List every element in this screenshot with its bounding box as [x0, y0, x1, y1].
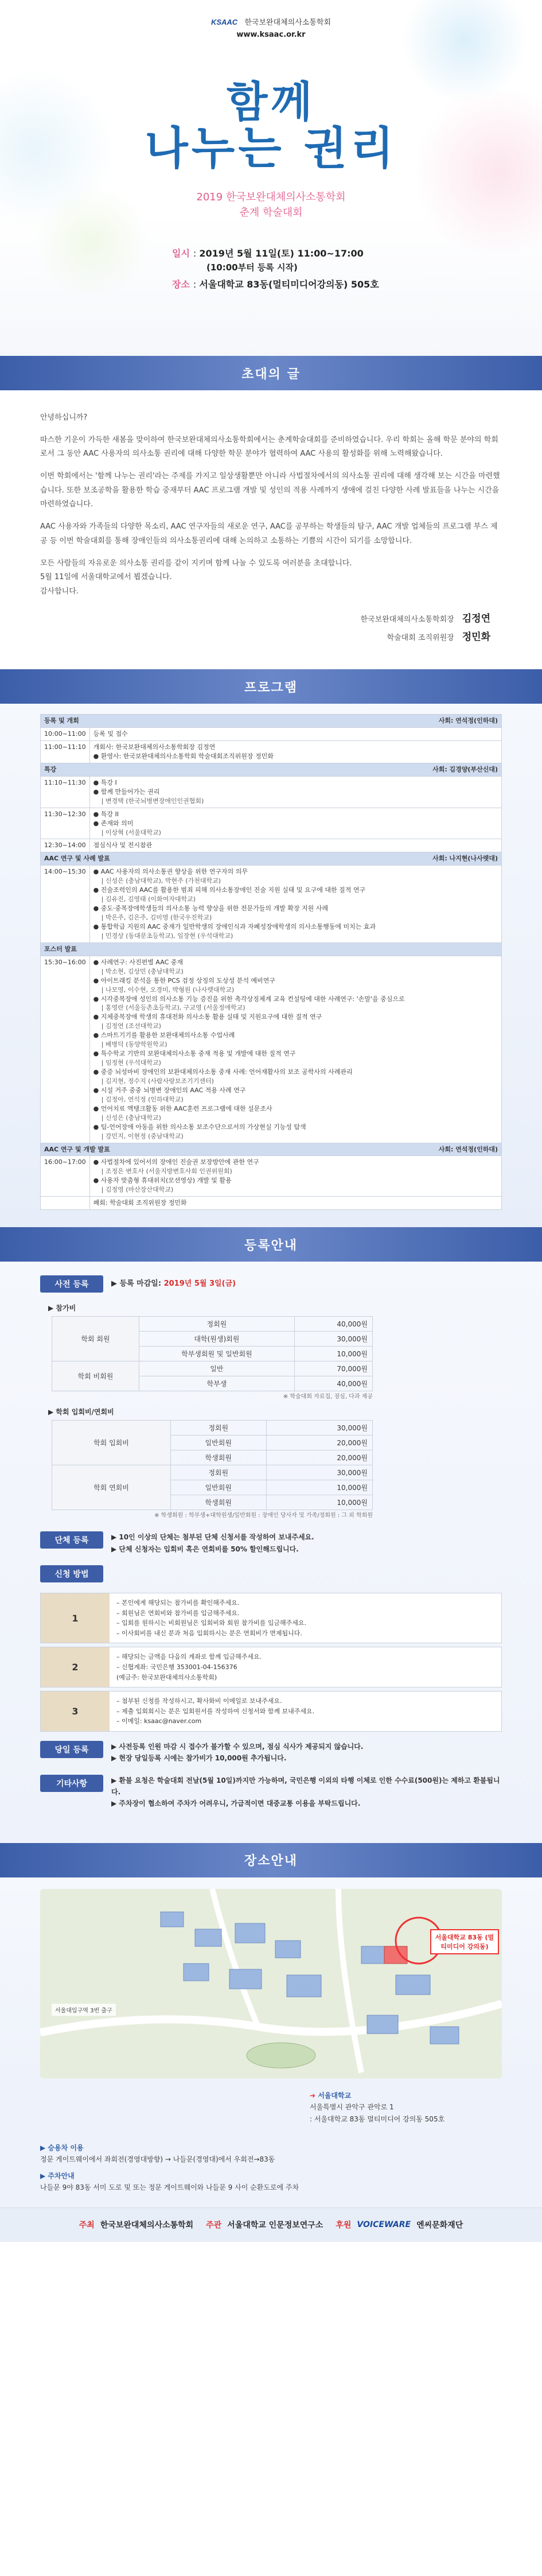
- sponsor-voiceware: VOICEWARE: [357, 2220, 411, 2230]
- fee-amount: 30,000원: [266, 1465, 373, 1480]
- deadline: [111, 1275, 502, 1293]
- brand-header: [0, 16, 542, 39]
- event-title: [0, 77, 542, 174]
- program-content: [89, 808, 501, 839]
- method-step: [40, 1593, 502, 1643]
- place-label: 장소: [172, 279, 190, 290]
- program-presenter: | 신성은 (충남대학교): [101, 1114, 161, 1122]
- program-item: ● 특수학교 기반의 보완대체의사소통 중재 적용 및 개발에 대한 질적 연구: [93, 1050, 296, 1058]
- onsite-body: [103, 1741, 502, 1764]
- group-line: ▶ 10인 이상의 단체는 첨부된 단체 신청서를 작성하여 보내주세요.: [111, 1533, 314, 1542]
- fee-heading: ▶ 참가비: [48, 1304, 76, 1313]
- title-line-1: 함께: [227, 77, 315, 127]
- program-content: [89, 728, 501, 741]
- registration-section: [0, 1262, 542, 1843]
- program-content: [89, 776, 501, 808]
- program-presenter: | 김정영 (마산장산대학교): [101, 1186, 174, 1194]
- fee-amount: 30,000원: [294, 1332, 372, 1347]
- group-line: ▶ 단체 신청자는 입회비 혹은 연회비를 50% 할인해드립니다.: [111, 1545, 299, 1553]
- program-presenter: | 홍영란 (서울등촌초등학교), 구교영 (서울정애학교): [101, 1004, 245, 1012]
- fee-type: 정회원: [170, 1465, 266, 1480]
- program-row: [41, 1197, 502, 1210]
- program-row: [41, 866, 502, 943]
- etc: [40, 1775, 502, 1810]
- program-section-cell: [41, 942, 502, 956]
- step-line: – 회원님은 연회비와 참가비를 입금해주세요.: [116, 1609, 240, 1617]
- program-content: [89, 1156, 501, 1197]
- step-text: [110, 1692, 321, 1731]
- date-row: 일시 : 2019년 5월 11일(토) 11:00~17:00 (10:00부터 등록 시작): [172, 247, 379, 274]
- method-step: [40, 1691, 502, 1732]
- subtitle-line-2: 춘계 학술대회: [239, 207, 303, 219]
- greeting-paragraph: 5월 11일에 서울대학교에서 뵙겠습니다.: [40, 573, 172, 582]
- program-presenter: | 김지현, 정수지 (사람사랑보조기기센터): [101, 1077, 214, 1085]
- signer-role: 한국보완대체의사소통학회장: [360, 615, 454, 624]
- program-content: [89, 1197, 501, 1210]
- greeting-paragraph: 안녕하십니까?: [40, 413, 88, 422]
- program-table: [40, 714, 502, 1210]
- program-section-row: [41, 852, 502, 866]
- campus-map[interactable]: [40, 1889, 502, 2078]
- date-sub: (10:00부터 등록 시작): [206, 262, 298, 273]
- fee-type: 정회원: [139, 1317, 294, 1332]
- program-section-title: 포스터 발표: [44, 945, 77, 953]
- program-time: 11:30~12:30: [41, 808, 90, 839]
- map-marker-label: 서울대학교 83동 (멀티미디어 강의동): [430, 1929, 499, 1954]
- greeting-paragraph: 이번 학회에서는 '함께 나누는 권리'라는 주제를 가지고 일상생활뿐만 아니라 사법절차에서의 의사소통 권리에 대해 생각해 보는 시간을 마련했습니다. 또한 보조공학을 활용한 학습 중재부터 AAC 프로그램 개발 및 성인의 적용 사례까지 생애에 걸친 다양한 사례 발표들을 나누는 시간을 마련하였습니다.: [40, 472, 500, 509]
- program-item: ● 함께 만들어가는 권리: [93, 787, 160, 796]
- onsite-registration: [40, 1741, 502, 1764]
- step-line: – 제출 입회회시는 분은 입회원서를 작성하여 신청서와 함께 보내주세요.: [116, 1707, 315, 1715]
- footer: [0, 2208, 542, 2242]
- program-row: [41, 1156, 502, 1197]
- fee-amount: 20,000원: [266, 1436, 373, 1450]
- step-line: – 신협계좌: 국민은행 353001-04-156376: [116, 1663, 237, 1671]
- event-subtitle: [0, 189, 542, 220]
- signer-role: 학술대회 조직위원장: [387, 633, 454, 642]
- program-section-title: AAC 연구 및 개발 발표: [44, 1145, 110, 1153]
- transit-text: 정문 게이트웨이에서 좌회전(경영대방향) → 나들문(경영대)에서 우회전→83동: [40, 2155, 275, 2164]
- program-time: 14:00~15:30: [41, 866, 90, 943]
- fee-amount: 20,000원: [266, 1450, 373, 1465]
- step-number: 1: [41, 1593, 110, 1643]
- program-presenter: | 강민지, 이현정 (중남대학교): [101, 1132, 184, 1140]
- program-item: ● 중도·중복장애학생들의 의사소통 능력 향상을 위한 전문가들의 개발 확장 지원 사례: [93, 905, 328, 913]
- fee-amount: 10,000원: [266, 1495, 373, 1510]
- group-registration-label: 단체 등록: [40, 1531, 103, 1549]
- etc-body: [103, 1775, 502, 1810]
- group-registration-body: [103, 1531, 502, 1555]
- program-chair: 사회: 나지현(나사렛대): [432, 855, 498, 863]
- fee-amount: 40,000원: [294, 1376, 372, 1391]
- program-presenter: | 김정연 (조선대학교): [101, 1022, 161, 1030]
- address-title: ➜ 서울대학교: [310, 2091, 352, 2100]
- onsite-label: 당일 등록: [40, 1741, 103, 1758]
- program-item: ● 사법절차에 있어서의 장애인 진술권 보장방안에 관한 연구: [93, 1158, 259, 1166]
- fee-type: 학부생: [139, 1376, 294, 1391]
- fee-group: 학회 입회비: [52, 1421, 171, 1465]
- program-content: [89, 741, 501, 763]
- method-steps: [40, 1593, 502, 1732]
- fee-type: 대학(원생)회원: [139, 1332, 294, 1347]
- map-note: 서울대입구역 3번 출구: [52, 2004, 116, 2016]
- program-item: 폐회: 학술대회 조직위원장 정민화: [93, 1199, 187, 1207]
- program-content: [89, 956, 501, 1143]
- program-presenter: | 변경택 (한국뇌병변장애인인권협회): [101, 797, 204, 805]
- program-section-title: 등록 및 개회: [44, 717, 79, 725]
- program-row: [41, 776, 502, 808]
- pre-registration: [40, 1275, 502, 1293]
- event-info: [172, 247, 379, 292]
- program-section-row: [41, 942, 502, 956]
- etc-label: 기타사항: [40, 1775, 103, 1792]
- program-item: 개회사: 한국보완대체의사소통학회장 김정연: [93, 743, 216, 751]
- program-chair: 사회: 연석정(인하대): [438, 1145, 498, 1153]
- program-time: 11:00~11:10: [41, 741, 90, 763]
- parking-text: 나들문 9야 83동 서미 도로 및 또는 정문 게이트웨이와 나들문 9 사이 순환도로에 주차: [40, 2183, 299, 2192]
- fee-amount: 10,000원: [266, 1480, 373, 1495]
- ksaac-logo: KSAAC: [210, 18, 238, 26]
- fee-row: [52, 1361, 373, 1376]
- program-item: ● 스마트기기를 활용한 보완대체의사소통 수업사례: [93, 1031, 235, 1039]
- fee-type: 일반회원: [170, 1436, 266, 1450]
- address-line: 서울특별시 관악구 관악로 1: [310, 2103, 394, 2112]
- program-item: ● AAC 사용자의 의사소통권 향상을 위한 연구자의 의무: [93, 868, 248, 876]
- program-item: ● 존재와 의미: [93, 819, 134, 827]
- fee-type: 일반: [139, 1361, 294, 1376]
- pre-registration-body: [103, 1275, 502, 1293]
- greeting-paragraph: AAC 사용자와 가족들의 다양한 목소리, AAC 연구자들의 새로운 연구, AAC를 공부하는 학생들의 탐구, AAC 개발 업체들의 프로그램 부스 제공 등 이번 학술대회를 통해 장애인들의 의사소통권리에 대해 논의하고 소통하는 기쁨의 시간이 되기를 소망합니다.: [40, 522, 498, 545]
- parking-title: ▶ 주차안내: [40, 2171, 75, 2180]
- fee-type: 학부생회원 및 일반회원: [139, 1347, 294, 1361]
- fee-amount: 10,000원: [294, 1347, 372, 1361]
- location-heading: 장소안내: [0, 1843, 542, 1877]
- fee2-note: ※ 학생회원 : 학부생+대학원생/일반회원 : 장애인 당사자 및 가족/정회원 : 그 외 학회원: [154, 1512, 373, 1519]
- program-item: ● 지체중복장애 학생의 휴대전화 의사소통 활용 실태 및 지원요구에 대한 질적 연구: [93, 1013, 322, 1021]
- step-number: 2: [41, 1647, 110, 1687]
- fee-type: 학생회원: [170, 1450, 266, 1465]
- subtitle-line-1: 2019 한국보완대체의사소통학회: [196, 191, 346, 203]
- program-section-title: AAC 연구 및 사례 발표: [44, 855, 110, 863]
- program-section-cell: [41, 715, 502, 728]
- step-line: – 본인에게 해당되는 참가비를 확인해주세요.: [116, 1599, 240, 1607]
- signer-name: 정민화: [462, 631, 490, 643]
- method: [40, 1565, 502, 1582]
- program-item: ● 특강 I: [93, 778, 117, 786]
- address: [0, 2084, 542, 2136]
- map-svg: [40, 1889, 502, 2078]
- website-url[interactable]: www.ksaac.or.kr: [236, 30, 306, 39]
- program-item: ● 통합학급 지원의 AAC 중재가 일반학생의 장애인식과 자폐성장애학생의 의사소통행동에 미치는 효과: [93, 922, 376, 930]
- greeting-paragraph: 감사합니다.: [40, 587, 79, 596]
- program-section-row: [41, 715, 502, 728]
- program-section-cell: [41, 852, 502, 866]
- step-number: 3: [41, 1692, 110, 1731]
- location-section: [0, 1877, 542, 2084]
- program-item: ● 아이트래킹 분석을 통한 PCS 검정 상징의 도상성 분석 예비연구: [93, 976, 276, 984]
- fee-group: 학회 비회원: [52, 1361, 139, 1391]
- step-line: – 해당되는 금액을 다음의 계좌로 함께 입금해주세요.: [116, 1653, 262, 1661]
- program-item: ● 환영사: 한국보완대체의사소통학회 학술대회조직위원장 정민화: [93, 752, 274, 760]
- program-time: 11:10~11:30: [41, 776, 90, 808]
- step-text: [110, 1647, 268, 1687]
- hero: [0, 0, 542, 356]
- address-title-text: 서울대학교: [318, 2091, 352, 2100]
- program-presenter: | 나모영, 이수현, 오경미, 박형원 (나사렛대학교): [101, 986, 235, 994]
- organizer-name: 서울대학교 인문정보연구소: [227, 2221, 323, 2230]
- organizer-label: 주관: [206, 2221, 222, 2230]
- program-time: 10:00~11:00: [41, 728, 90, 741]
- host-label: 주최: [79, 2221, 95, 2230]
- program-time: 16:00~17:00: [41, 1156, 90, 1197]
- method-label: 신청 방법: [40, 1565, 103, 1582]
- etc-line: ▶ 환불 요청은 학술대회 전날(5월 10일)까지만 가능하며, 국민은행 이외의 타행 이체로 인한 수수료(500원)는 제하고 환불됩니다.: [111, 1776, 500, 1797]
- parking-title-text: 주차안내: [48, 2171, 75, 2180]
- signature-2: [40, 628, 490, 646]
- greeting-section: [0, 390, 542, 669]
- program-item: ● 진술조력인의 AAC를 활용한 범죄 피해 의사소통장애인 진술 지원 실태 및 요구에 대한 질적 연구: [93, 886, 366, 894]
- program-row: [41, 839, 502, 852]
- program-presenter: | 민경상 (동대문초등학교), 임장현 (우석대학교): [101, 932, 233, 940]
- fee-amount: 30,000원: [266, 1421, 373, 1436]
- fee-group: 학회 회원: [52, 1317, 139, 1361]
- fee-group: 학회 연회비: [52, 1465, 171, 1510]
- program-time: [41, 1197, 90, 1210]
- program-presenter: | 이상혁 (서울대학교): [101, 828, 161, 836]
- place-value: 서울대학교 83동(멀티미디어강의동) 505호: [199, 279, 379, 290]
- program-item: ● 시설 거주 중중 뇌병변 장애인의 AAC 적용 사례 연구: [93, 1086, 246, 1094]
- program-time: 15:30~16:00: [41, 956, 90, 1143]
- address-line: : 서울대학교 83동 멀티미디어 강의동 505호: [310, 2115, 445, 2123]
- greeting-paragraph: 모든 사람들의 자유로운 의사소통 권리를 같이 지키며 함께 나눌 수 있도록 여러분을 초대합니다.: [40, 558, 352, 568]
- deadline-prefix: ▶ 등록 마감일:: [111, 1279, 162, 1289]
- program-presenter: | 박은주, 김은주, 김미영 (한국우진학교): [101, 914, 212, 922]
- date-label: 일시: [172, 248, 190, 259]
- registration-heading: 등록안내: [0, 1227, 542, 1262]
- program-section-row: [41, 763, 502, 776]
- program-section-cell: [41, 1143, 502, 1156]
- sponsor-label: 후원: [336, 2221, 352, 2230]
- transit-title-text: 승용차 이용: [48, 2144, 84, 2152]
- program-heading: 프로그램: [0, 669, 542, 704]
- program-section-row: [41, 1143, 502, 1156]
- fee-type: 일반회원: [170, 1480, 266, 1495]
- step-line: – 첨부된 신청를 작성하시고, 확사화비 이메일로 보내주세요.: [116, 1697, 282, 1705]
- fee-table: [52, 1316, 373, 1391]
- program-section-cell: [41, 763, 502, 776]
- program-item: ● 사용자 맞춤형 휴대위치(모션영상) 개발 및 활용: [93, 1177, 232, 1185]
- fee2-heading: ▶ 학회 입회비/연회비: [48, 1408, 114, 1417]
- fee-row: [52, 1421, 373, 1436]
- place-row: 장소 : 서울대학교 83동(멀티미디어강의동) 505호: [172, 279, 379, 290]
- signatures: [40, 610, 502, 647]
- pre-registration-label: 사전 등록: [40, 1275, 103, 1293]
- program-item: ● 사례연구: 사진편별 AAC 중재: [93, 958, 184, 966]
- host-name: 한국보완대체의사소통학회: [100, 2221, 194, 2230]
- membership-fee-table: [52, 1420, 373, 1510]
- onsite-line: ▶ 현장 당일등록 시에는 참가비가 10,000원 추가됩니다.: [111, 1754, 287, 1763]
- program-row: [41, 728, 502, 741]
- program-presenter: | 신성은 (충남대학교), 박현주 (가천대학교): [101, 877, 221, 885]
- signature-1: [40, 610, 490, 628]
- fee-amount: 40,000원: [294, 1317, 372, 1332]
- program-chair: 사회: 김경양(부산신대): [432, 765, 498, 773]
- org-name: 한국보완대체의사소통학회: [244, 18, 332, 27]
- program-section-title: 특강: [44, 765, 57, 773]
- program-presenter: | 조정은 변호사 (서울지방변호사회 인권위원회): [101, 1167, 232, 1176]
- greeting-paragraph: 따스한 기운이 가득한 새봄을 맞이하여 한국보완대체의사소통학회에서는 춘계학술대회를 준비하였습니다. 우리 학회는 올해 학문 분야의 학회로서 그 동안 AAC 사용자의 의사소통 권리에 대해 다양한 학문 분야가 협력하여 AAC 사용의 활성화를 위해 노력해왔습니다.: [40, 435, 498, 459]
- program-presenter: | 김정아, 연석정 (인하대학교): [101, 1095, 184, 1103]
- program-section: [0, 704, 542, 1227]
- fee-row: [52, 1317, 373, 1332]
- program-presenter: | 김유진, 김영태 (이화여자대학교): [101, 895, 196, 903]
- fee-type: 정회원: [170, 1421, 266, 1436]
- signer-name: 김정연: [462, 612, 490, 624]
- date-value: 2019년 5월 11일(토) 11:00~17:00: [199, 248, 364, 259]
- step-text: [110, 1593, 313, 1643]
- program-content: [89, 839, 501, 852]
- program-item: 등록 및 접수: [93, 730, 128, 738]
- program-item: ● 팀-언어장애 아동을 위한 의사소통 보조수단으로서의 가상현실 기능성 탐색: [93, 1123, 306, 1131]
- program-time: 12:30~14:00: [41, 839, 90, 852]
- step-line: – 이메일: ksaac@naver.com: [116, 1717, 202, 1725]
- fee-amount: 70,000원: [294, 1361, 372, 1376]
- transit-title: ▶ 승용차 이용: [40, 2144, 84, 2152]
- program-chair: 사회: 연석정(인하대): [438, 717, 498, 725]
- fee-note: ※ 학술대회 자료집, 점심, 다과 제공: [283, 1394, 373, 1400]
- group-registration: [40, 1531, 502, 1555]
- program-item: 점심식사 및 전시참관: [93, 841, 153, 849]
- greeting-heading: 초대의 글: [0, 356, 542, 390]
- program-presenter: | 배병덕 (동양학원학교): [101, 1041, 167, 1049]
- program-row: [41, 808, 502, 839]
- program-presenter: | 박소현, 김상민 (충남대학교): [101, 967, 184, 975]
- program-row: [41, 741, 502, 763]
- program-row: [41, 956, 502, 1143]
- program-presenter: | 임정현 (우석대학교): [101, 1059, 161, 1067]
- etc-line: ▶ 주차장이 협소하여 주차가 어려우니, 가급적이면 대중교통 이용을 부탁드립니다.: [111, 1799, 361, 1808]
- fee-type: 학생회원: [170, 1495, 266, 1510]
- step-line: (예금주: 한국보완대체의사소통학회): [116, 1673, 217, 1681]
- program-item: ● 언어치료 액탱크활동 위한 AAC훈련 프로그램에 대한 설문조사: [93, 1104, 272, 1112]
- program-item: ● 특강 II: [93, 810, 119, 818]
- program-item: ● 중증 뇌성마비 장애인의 보완대체의사소통 중재 사례: 언어재활사의 보조 공학사의 사례관리: [93, 1068, 353, 1076]
- title-line-2: 나누는 권리: [145, 122, 397, 174]
- onsite-line: ▶ 사전등록 인원 마감 시 접수가 불가할 수 있으며, 점심 식사가 제공되지 않습니다.: [111, 1742, 364, 1751]
- step-line: – 입회를 원하시는 비회원님은 입회비와 회원 참가비를 입금해주세요.: [116, 1619, 306, 1627]
- fee-row: [52, 1465, 373, 1480]
- deadline-date: 2019년 5월 3일(금): [163, 1279, 236, 1289]
- program-item: ● 시각중복장애 성인의 의사소통 기능 증진을 위한 촉각상징체계 교육 컨설팅에 대한 사례연구: '손말'을 중심으로: [93, 995, 405, 1003]
- sponsor-ncsoft: 엔씨문화재단: [416, 2221, 463, 2230]
- transport-info: [0, 2136, 542, 2208]
- program-content: [89, 866, 501, 943]
- method-step: [40, 1647, 502, 1687]
- step-line: – 이사회비를 내신 분과 처음 입회하시는 분은 연회비가 면제됩니다.: [116, 1629, 302, 1637]
